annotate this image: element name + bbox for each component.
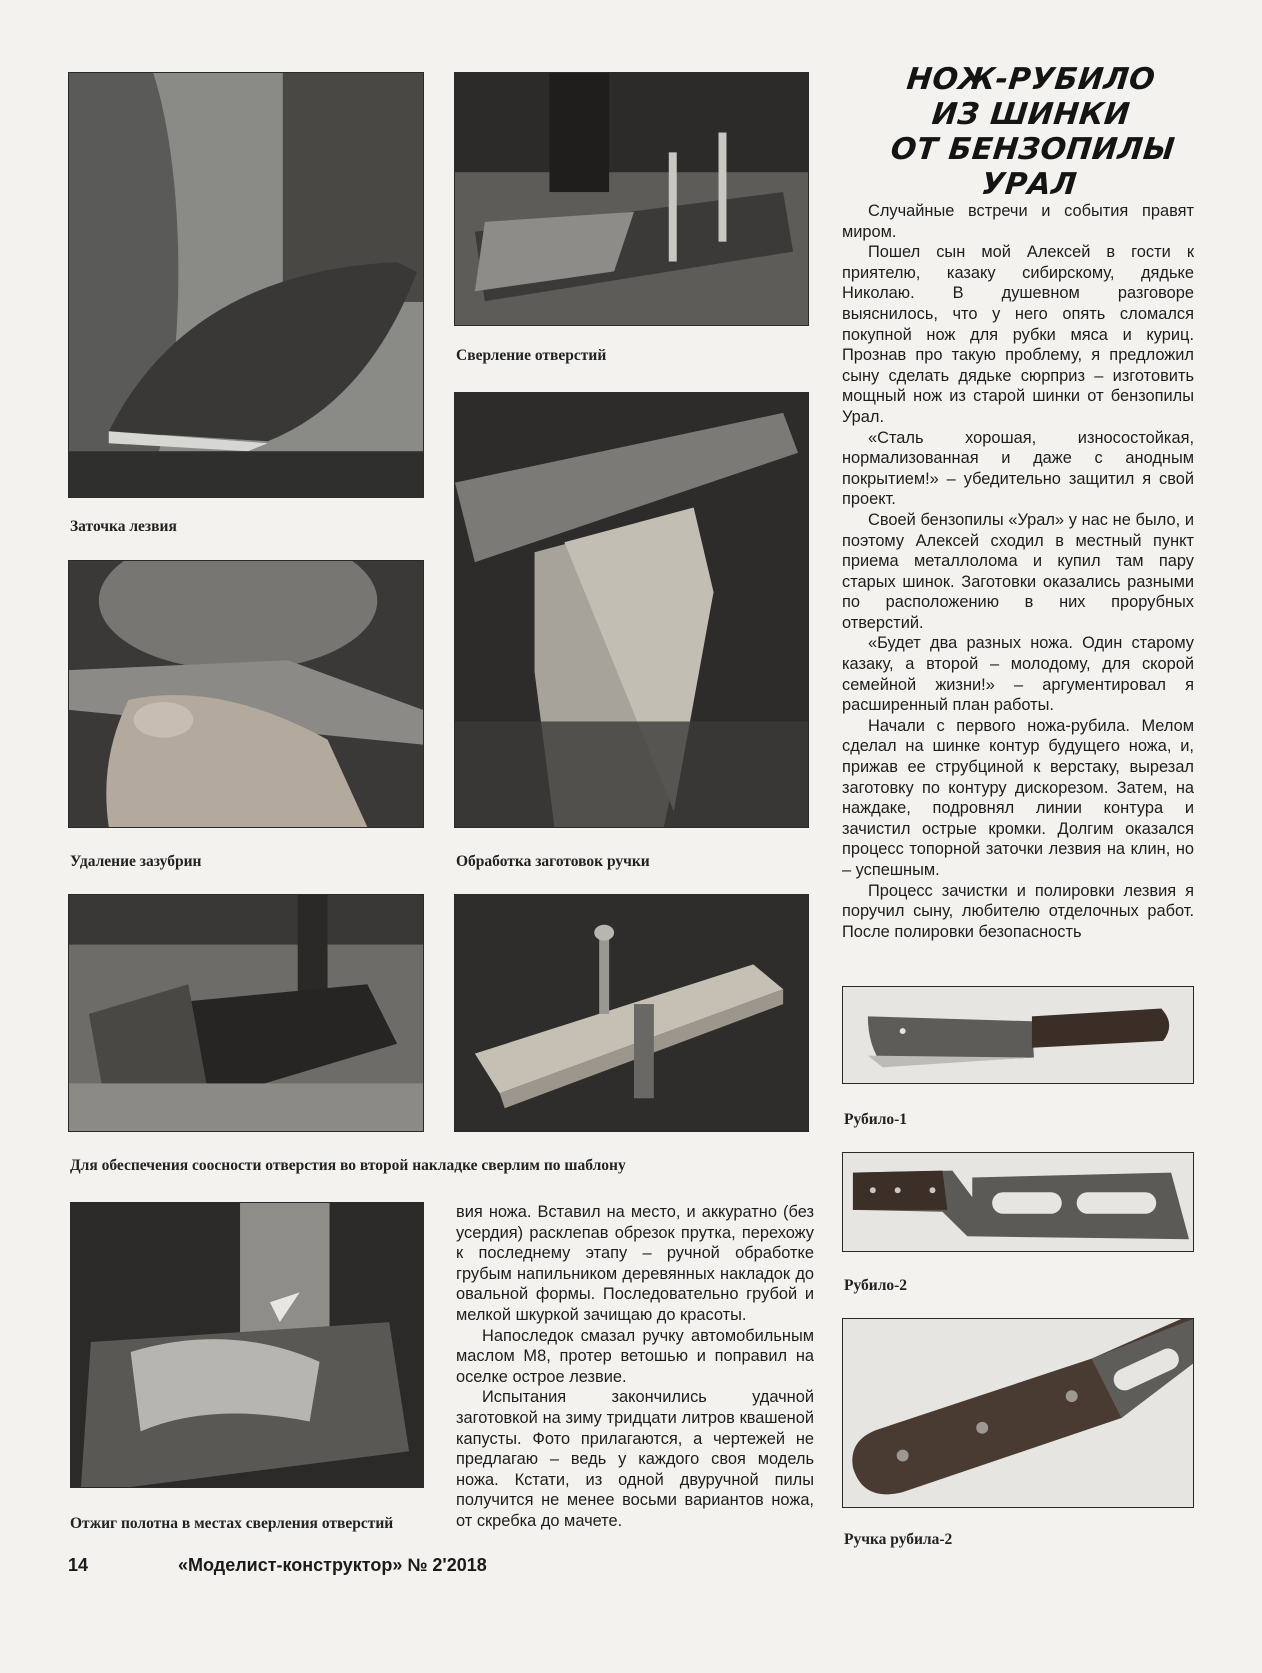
magazine-issue: «Моделист-конструктор» № 2'2018 [178, 1555, 487, 1575]
caption-knife-2: Рубило-2 [844, 1277, 908, 1294]
page-footer [68, 1555, 487, 1576]
paragraph: «Сталь хорошая, износостойкая, нормализованная и даже с анодным покрытием!» – убедительно защитил я свой проект. [842, 428, 1194, 509]
paragraph: «Будет два разных ножа. Один старому казаку, а второй – молодому, для скорой семейной жизни!» – аргументировал я расширенный план работы. [842, 634, 1194, 715]
middle-column-text [456, 1202, 814, 1532]
photo-knife-1 [842, 986, 1194, 1084]
paragraph: вия ножа. Вставил на место, и аккуратно (без усердия) расклепав обрезок прутка, перехожу к последнему этапу – ручной обработке грубым напильником деревянных накладок до овальной формы. Последовательно грубой и мелкой шкуркой зачищаю до красоты. [456, 1203, 814, 1324]
photo-drilling [454, 72, 809, 326]
title-line-2: ИЗ ШИНКИ [930, 97, 1132, 132]
paragraph: Своей бензопилы «Урал» у нас не было, и поэтому Алексей сходил в местный пункт приема металлолома и купил там пару старых шинок. Заготовки оказались разными по расположению в них прорубных отверстий. [842, 510, 1194, 632]
caption-annealing: Отжиг полотна в местах сверления отверстий [70, 1515, 394, 1532]
caption-deburring: Удаление зазубрин [70, 853, 202, 870]
paragraph: Случайные встречи и события правят миром. [842, 202, 1194, 241]
caption-template-drill: Для обеспечения соосности отверстия во второй накладке сверлим по шаблону [70, 1157, 626, 1174]
paragraph: Процесс зачистки и полировки лезвия я поручил сыну, любителю отделочных работ. После полировки безопасность [842, 881, 1194, 941]
right-column-text [842, 201, 1194, 942]
caption-drilling: Сверление отверстий [456, 347, 607, 364]
paragraph: Испытания закончились удачной заготовкой на зиму тридцати литров квашеной капусты. Фото прилагаются, а чертежей не предлагаю – ведь у каждого своя модель ножа. Кстати, из одной двуручной пилы получится не менее восьми вариантов ножа, от скребка до мачете. [456, 1388, 814, 1530]
caption-handle-blanks: Обработка заготовок ручки [456, 853, 650, 870]
photo-template-drill-left [68, 894, 424, 1132]
page-number: 14 [68, 1555, 89, 1575]
photo-sharpening [68, 72, 424, 498]
photo-annealing [70, 1202, 424, 1488]
photo-knife-2 [842, 1152, 1194, 1252]
caption-knife-1: Рубило-1 [844, 1111, 908, 1128]
paragraph: Напоследок смазал ручку автомобильным маслом М8, протер ветошью и поправил на оселке острое лезвие. [456, 1326, 814, 1386]
paragraph: Начали с первого ножа-рубила. Мелом сделал на шинке контур будущего ножа, и, прижав ее струбциной к верстаку, вырезал заготовку по контуру дискорезом. Затем, на наждаке, подровнял линии контура и зачистил острые кромки. Долгим оказался процесс топорной заточки лезвия на клин, но – успешным. [842, 716, 1194, 879]
photo-handle-blanks [454, 392, 809, 828]
caption-handle-2: Ручка рубила-2 [844, 1531, 953, 1548]
article-title [840, 62, 1222, 202]
title-line-1: НОЖ-РУБИЛО [905, 62, 1157, 97]
paragraph: Пошел сын мой Алексей в гости к приятелю, казаку сибирскому, дядьке Николаю. В душевном разговоре выяснилось, что у него опять сломался покупной нож для рубки мяса и куриц. Прознав про такую проблему, я предложил сыну сделать дядьке сюрприз – изготовить мощный нож из старой шинки от бензопилы Урал. [842, 243, 1194, 426]
photo-deburring [68, 560, 424, 828]
caption-sharpening: Заточка лезвия [70, 518, 177, 535]
photo-template-drill-right [454, 894, 809, 1132]
photo-handle-2 [842, 1318, 1194, 1508]
title-line-3: ОТ БЕНЗОПИЛЫ УРАЛ [889, 132, 1177, 202]
